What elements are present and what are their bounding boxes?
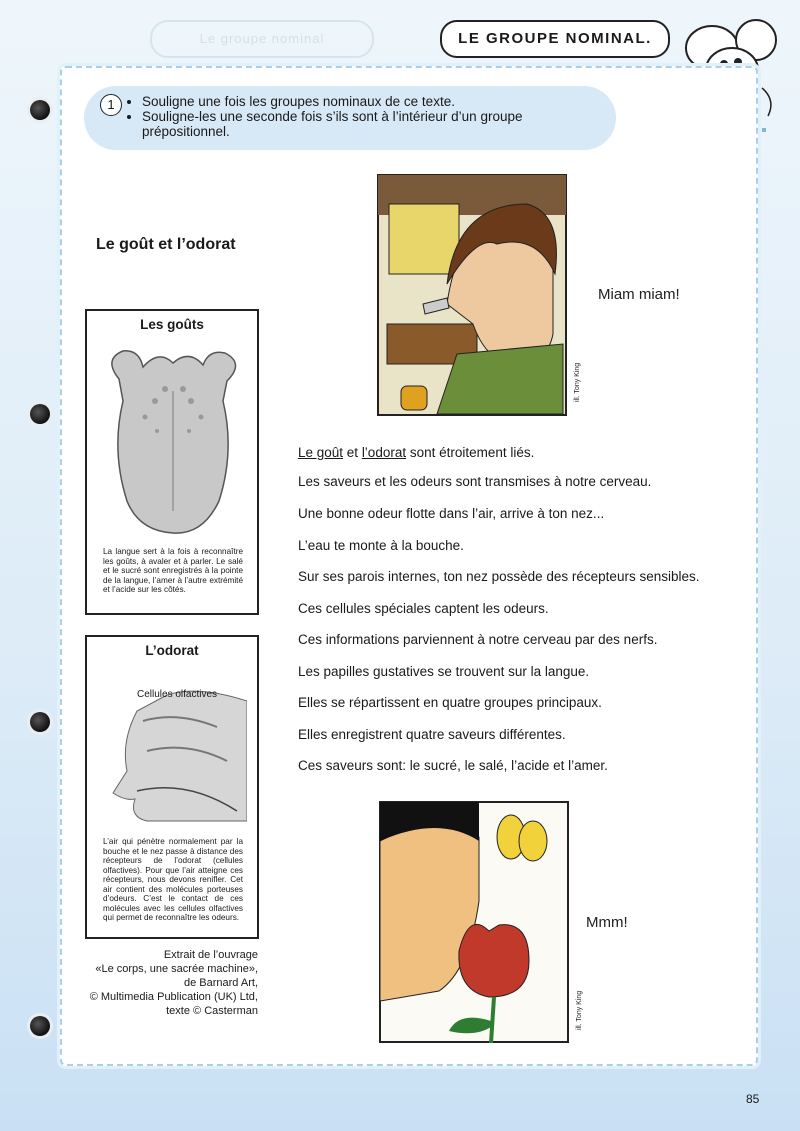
- box-title: Les goûts: [140, 317, 204, 332]
- tongue-info-box: [85, 309, 259, 615]
- ghost-title: Le groupe nominal: [150, 20, 374, 58]
- instruction-item: • Souligne une fois les groupes nominaux de ce texte.: [142, 94, 572, 109]
- underlined-word: l’odorat: [361, 445, 407, 460]
- page-number: 85: [746, 1092, 760, 1106]
- illustration-credit: ill. Tony King: [574, 362, 581, 402]
- sentence: Elles enregistrent quatre saveurs différentes.: [298, 727, 566, 742]
- sentence-part: et: [343, 445, 362, 460]
- sentence: Ces cellules spéciales captent les odeurs.: [298, 601, 549, 616]
- smell-text: L’air qui pénètre normalement par la bouche et le nez passe à distance des récepteurs de l’odorat (cellules olfactives). Pour que l’air atteigne ces récepteurs, nous devons renifler. Cet air contient des molécules porteuses d’odeurs. C’est le contact de ces molécules avec les cellules olfactives qui permet de reconnaître les odeurs.: [103, 837, 243, 922]
- smell-info-box: [85, 635, 259, 939]
- rose-smelling-illustration: [379, 801, 569, 1043]
- credit-line: «Le corps, une sacrée machine»,: [95, 963, 258, 975]
- illustration-credit: ill. Tony King: [576, 990, 583, 1030]
- speech-text: Mmm!: [586, 914, 628, 931]
- tongue-illustration-icon: [95, 341, 249, 537]
- sentence: Les papilles gustatives se trouvent sur la langue.: [298, 664, 590, 679]
- sentence: Ces informations parviennent à notre cerveau par des nerfs.: [298, 632, 658, 647]
- sentence: Sur ses parois internes, ton nez possède des récepteurs sensibles.: [298, 569, 700, 584]
- credit-line: de Barnard Art,: [184, 977, 258, 989]
- page-title: LE GROUPE NOMINAL.: [440, 20, 670, 58]
- tongue-text: La langue sert à la fois à reconnaître les goûts, à avaler et à parler. Le salé et le sucré sont enregistrés à la pointe de la langue, l’amer à l’autre extrémité et l’acide sur les côtés.: [103, 547, 243, 594]
- underlined-word: Le goût: [298, 445, 344, 460]
- credit-line: texte © Casterman: [166, 1005, 258, 1017]
- sentence: Les saveurs et les odeurs sont transmises à notre cerveau.: [298, 474, 652, 489]
- sentence: Une bonne odeur flotte dans l’air, arrive à ton nez...: [298, 506, 605, 521]
- exercise-number: 1: [100, 94, 122, 116]
- binder-hole: [30, 100, 50, 120]
- sentence: Ces saveurs sont: le sucré, le salé, l’acide et l’amer.: [298, 758, 608, 773]
- box-title: L’odorat: [145, 643, 199, 658]
- instruction-list: [128, 94, 572, 139]
- credit-line: Extrait de l’ouvrage: [163, 949, 258, 961]
- binder-hole: [30, 712, 50, 732]
- speech-text: Miam miam!: [598, 286, 680, 303]
- sentence: L’eau te monte à la bouche.: [298, 538, 464, 553]
- sentence-part: sont étroitement liés.: [406, 445, 535, 460]
- sentence: [298, 445, 534, 460]
- text-heading: Le goût et l’odorat: [96, 236, 236, 253]
- binder-hole: [30, 1016, 50, 1036]
- binder-hole: [30, 404, 50, 424]
- olfactory-label: Cellules olfactives: [137, 689, 218, 700]
- boy-honey-illustration: [377, 174, 567, 416]
- instruction-item: • Souligne-les une seconde fois s’ils sont à l’intérieur d’un groupe prépositionnel.: [142, 109, 572, 139]
- instruction-box: [84, 86, 616, 150]
- credit-line: © Multimedia Publication (UK) Ltd,: [89, 991, 258, 1003]
- source-credit: [86, 948, 258, 1018]
- sentence: Elles se répartissent en quatre groupes principaux.: [298, 695, 602, 710]
